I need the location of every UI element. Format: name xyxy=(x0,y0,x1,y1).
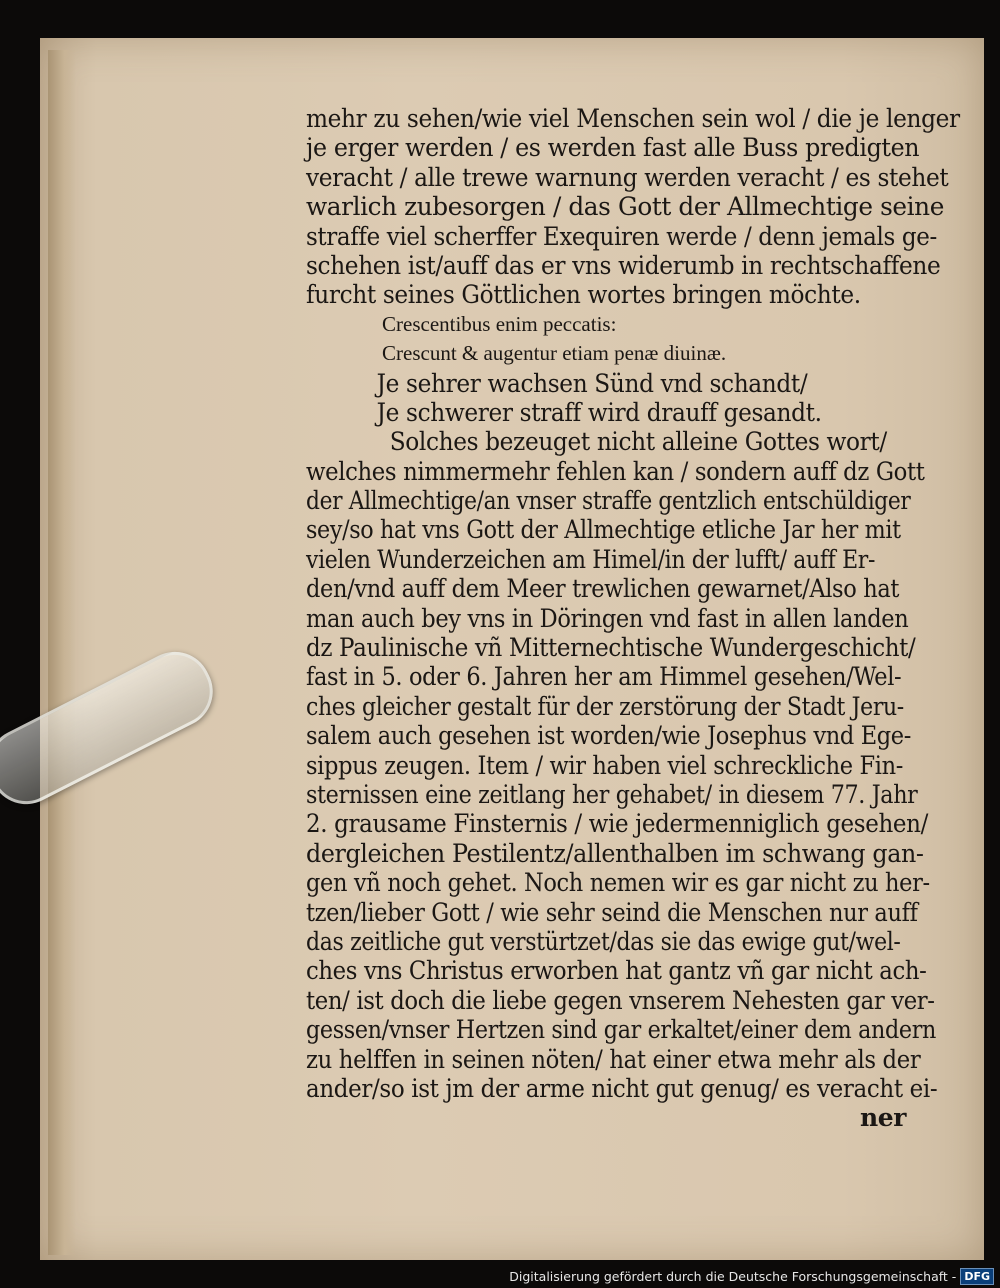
text-line: sternissen eine zeitlang her gehabet/ in diesem 77. Jahr xyxy=(306,779,918,809)
text-line: sey/so hat vns Gott der Allmechtige etliche Jar her mit xyxy=(306,515,901,545)
digitization-footer xyxy=(509,1266,994,1286)
paragraph-start-line: Solches bezeuget nicht alleine Gottes wort/ xyxy=(389,427,887,457)
text-line: fast in 5. oder 6. Jahren her am Himmel gesehen/Wel- xyxy=(306,662,902,692)
text-line: dz Paulinische vñ Mitternechtische Wundergeschicht/ xyxy=(306,633,916,663)
text-line: furcht seines Göttlichen wortes bringen möchte. xyxy=(306,280,861,310)
text-line: der Allmechtige/an vnser straffe gentzlich entschüldiger xyxy=(306,486,911,516)
text-line: zu helffen in seinen nöten/ hat einer etwa mehr als der xyxy=(306,1044,921,1074)
text-line: welches nimmermehr fehlen kan / sondern auff dz Gott xyxy=(306,456,925,486)
text-line: je erger werden / es werden fast alle Buss predigten xyxy=(306,133,920,163)
latin-line: Crescentibus enim peccatis: xyxy=(382,311,617,336)
text-line: tzen/lieber Gott / wie sehr seind die Menschen nur auff xyxy=(306,897,918,927)
text-line: ander/so ist jm der arme nicht gut genug/ es veracht ei- xyxy=(306,1073,938,1103)
text-line: gen vñ noch gehet. Noch nemen wir es gar nicht zu her- xyxy=(306,868,930,898)
text-line: ches vns Christus erworben hat gantz vñ gar nicht ach- xyxy=(306,956,927,986)
page-text xyxy=(306,104,960,1133)
text-line: sippus zeugen. Item / wir haben viel schreckliche Fin- xyxy=(306,750,903,780)
text-line: den/vnd auff dem Meer trewlichen gewarnet/Also hat xyxy=(306,574,900,604)
funding-credit: Digitalisierung gefördert durch die Deutsche Forschungsgemeinschaft - xyxy=(509,1268,957,1284)
dfg-logo-icon: DFG xyxy=(960,1268,994,1285)
text-line: mehr zu sehen/wie viel Menschen sein wol / die je lenger xyxy=(306,104,960,133)
text-line: man auch bey vns in Döringen vnd fast in allen landen xyxy=(306,603,909,633)
text-line: ches gleicher gestalt für der zerstörung der Stadt Jeru- xyxy=(306,691,904,721)
text-line: veracht / alle trewe warnung werden veracht / es stehet xyxy=(306,162,949,192)
catchword: ner xyxy=(859,1103,906,1133)
text-line: salem auch gesehen ist worden/wie Josephus vnd Ege- xyxy=(306,721,912,751)
text-line: gessen/vnser Hertzen sind gar erkaltet/einer dem andern xyxy=(306,1015,936,1045)
page-binding-edge xyxy=(48,50,76,1255)
latin-line: Crescunt & augentur etiam penæ diuinæ. xyxy=(382,341,727,366)
text-line: vielen Wunderzeichen am Himel/in der lufft/ auff Er- xyxy=(306,544,876,574)
text-line: das zeitliche gut verstürtzet/das sie das ewige gut/wel- xyxy=(306,926,901,956)
text-line: straffe viel scherffer Exequiren werde / denn jemals ge- xyxy=(306,221,937,251)
text-line: schehen ist/auff das er vns widerumb in rechtschaffene xyxy=(306,250,941,280)
text-line: ten/ ist doch die liebe gegen vnserem Nehesten gar ver- xyxy=(306,985,935,1015)
text-line: warlich zubesorgen / das Gott der Allmechtige seine xyxy=(306,192,944,222)
verse-line: Je sehrer wachsen Sünd vnd schandt/ xyxy=(376,368,808,398)
verse-line: Je schwerer straff wird drauff gesandt. xyxy=(376,397,822,427)
text-line: dergleichen Pestilentz/allenthalben im schwang gan- xyxy=(306,838,924,868)
text-line: 2. grausame Finsternis / wie jedermenniglich gesehen/ xyxy=(306,809,928,839)
